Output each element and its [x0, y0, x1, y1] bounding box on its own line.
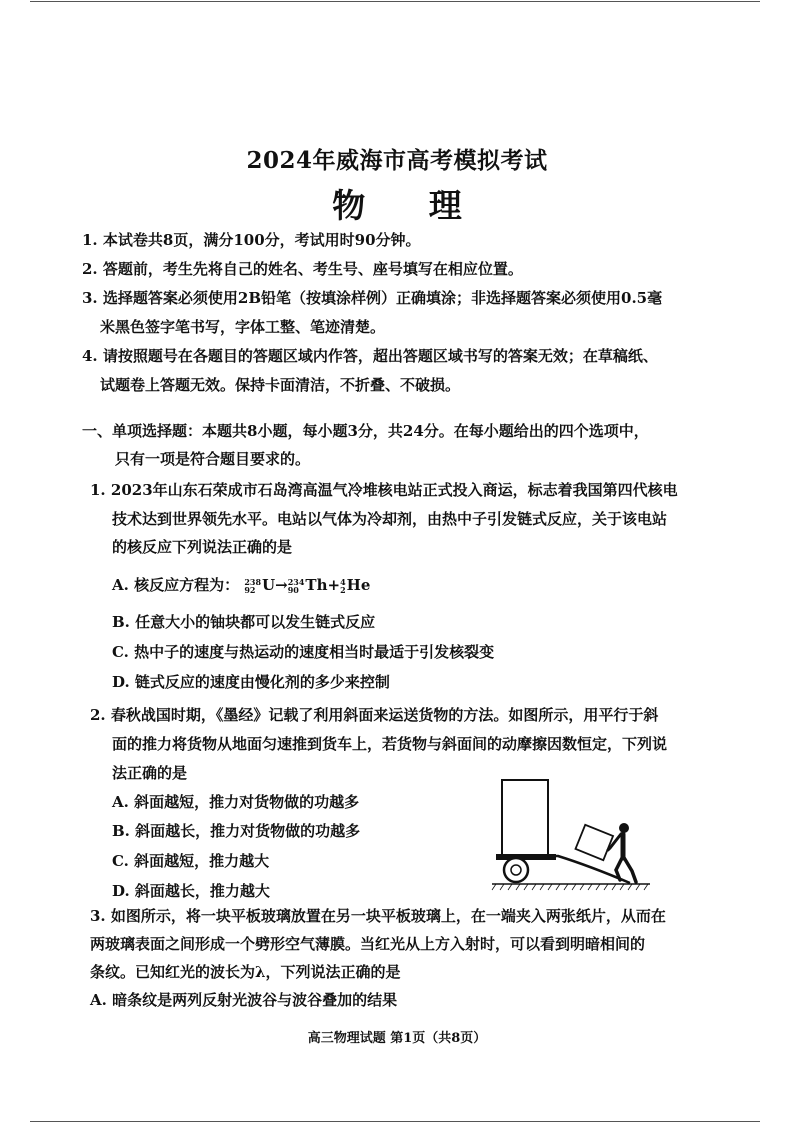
page-footer: 高三物理试题 第1页（共8页）: [307, 1031, 487, 1046]
question-1-stem-cont: 技术达到世界领先水平。电站以气体为冷却剂，由热中子引发链式反应，关于该电站: [112, 510, 668, 528]
question-1-option-d: D. 链式反应的速度由慢化剂的多少来控制: [112, 673, 390, 691]
question-2-option-b: B. 斜面越长，推力对货物做的功越多: [112, 822, 361, 840]
question-1-stem-cont2: 的核反应下列说法正确的是: [112, 538, 293, 556]
instruction-3: 3. 选择题答案必须使用2B铅笔（按填涂样例）正确填涂；非选择题答案必须使用0.5毫: [82, 289, 663, 307]
instruction-4: 4. 请按照题号在各题目的答题区域内作答，超出答题区域书写的答案无效；在草稿纸、: [82, 347, 658, 365]
question-1-stem: 1. 2023年山东石荣成市石岛湾高温气冷堆核电站正式投入商运，标志着我国第四代核电: [90, 481, 678, 499]
ramp-truck-figure: [490, 776, 655, 896]
instruction-4-cont: 试题卷上答题无效。保持卡面清洁，不折叠、不破损。: [100, 376, 461, 394]
section-heading: 一、单项选择题：本题共8小题，每小题3分，共24分。在每小题给出的四个选项中，: [82, 422, 649, 440]
exam-title: 2024年威海市高考模拟考试: [246, 147, 548, 174]
exam-subject: 物 理: [332, 186, 488, 225]
question-2-stem: 2. 春秋战国时期，《墨经》记载了利用斜面来运送货物的方法。如图所示，用平行于斜: [90, 706, 659, 724]
instruction-2: 2. 答题前，考生先将自己的姓名、考生号、座号填写在相应位置。: [82, 260, 523, 278]
instruction-3-cont: 米黑色签字笔书写，字体工整、笔迹清楚。: [100, 318, 386, 336]
question-3-stem-cont2: 条纹。已知红光的波长为λ，下列说法正确的是: [90, 963, 401, 981]
question-3-option-a: A. 暗条纹是两列反射光波谷与波谷叠加的结果: [90, 991, 398, 1009]
question-1-option-a: A. 核反应方程为： 238 92 U→ 234 90 Th+ 4 2 He: [112, 576, 371, 595]
bottom-border-line: [30, 1121, 760, 1122]
top-border-line: [30, 1, 760, 2]
section-heading-cont: 只有一项是符合题目要求的。: [115, 450, 311, 468]
instruction-1: 1. 本试卷共8页，满分100分，考试用时90分钟。: [82, 231, 421, 249]
question-2-option-d: D. 斜面越长，推力越大: [112, 882, 270, 900]
question-2-option-a: A. 斜面越短，推力对货物做的功越多: [112, 793, 360, 811]
nuclear-equation: 238 92 U→ 234 90 Th+ 4 2 He: [244, 576, 371, 595]
question-1-option-c: C. 热中子的速度与热运动的速度相当时最适于引发核裂变: [112, 643, 495, 661]
question-3-stem: 3. 如图所示，将一块平板玻璃放置在另一块平板玻璃上，在一端夹入两张纸片，从而在: [90, 907, 666, 925]
question-2-stem-cont2: 法正确的是: [112, 764, 188, 782]
question-3-stem-cont: 两玻璃表面之间形成一个劈形空气薄膜。当红光从上方入射时，可以看到明暗相间的: [90, 935, 646, 953]
question-1-option-b: B. 任意大小的铀块都可以发生链式反应: [112, 613, 376, 631]
question-2-stem-cont: 面的推力将货物从地面匀速推到货车上，若货物与斜面间的动摩擦因数恒定，下列说: [112, 735, 668, 753]
question-2-option-c: C. 斜面越短，推力越大: [112, 852, 270, 870]
